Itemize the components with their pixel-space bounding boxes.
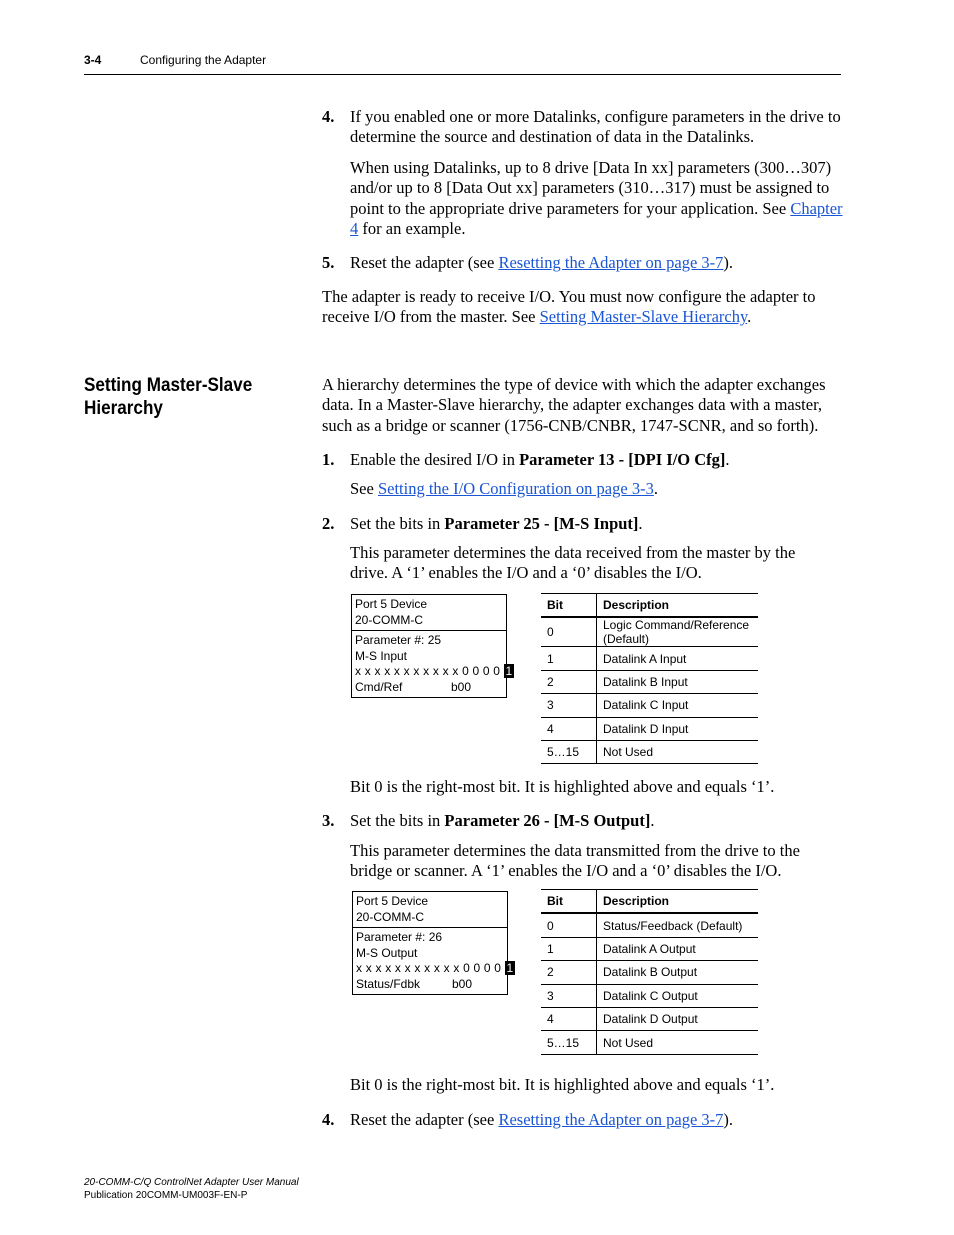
lcd-bit-id: b00 — [452, 976, 473, 991]
table-cell-description: Datalink B Input — [597, 670, 759, 693]
ms-output-bit-table — [541, 889, 758, 1055]
intro-step4-text: If you enabled one or more Datalinks, configure parameters in the drive to determine the source and destination of data in the Datalinks. — [350, 107, 841, 147]
table-row — [541, 1031, 758, 1054]
lcd-device: 20-COMM-C — [356, 909, 424, 924]
lcd-bit-label: Status/Fdbk — [356, 976, 421, 991]
intro-step5-number: 5. — [322, 253, 335, 272]
lcd-bit-id: b00 — [451, 679, 472, 694]
table-cell-description: Datalink B Output — [597, 961, 759, 984]
table-header-description: Description — [597, 594, 759, 618]
lcd-device: 20-COMM-C — [355, 612, 423, 627]
table-cell-description: Datalink C Output — [597, 984, 759, 1007]
table-row — [541, 913, 758, 937]
lcd-display-ms-input — [351, 594, 513, 698]
table-header-description: Description — [597, 890, 759, 914]
step1-see: See Setting the I/O Configuration on page 3-3. — [350, 479, 658, 498]
table-cell-bit: 0 — [541, 913, 597, 937]
table-cell-description: Datalink C Input — [597, 694, 759, 717]
step3-text: Set the bits in Parameter 26 - [M-S Output]. — [350, 811, 655, 830]
ms-input-bit-table — [541, 593, 758, 764]
table-cell-description: Datalink A Input — [597, 647, 759, 670]
master-slave-link[interactable]: Setting Master-Slave Hierarchy — [539, 307, 748, 327]
step3-description: This parameter determines the data transmitted from the drive to the bridge or scanner. A ‘1’ enables the I/O and a ‘0’ disables the I/O. — [350, 841, 800, 881]
lcd-display-ms-output — [352, 891, 514, 995]
running-header-title: Configuring the Adapter — [140, 53, 267, 67]
step4-number: 4. — [322, 1110, 335, 1129]
table-cell-description: Datalink D Output — [597, 1007, 759, 1030]
ready-paragraph: The adapter is ready to receive I/O. You must now configure the adapter to receive I/O from the master. See Setting Master-Slave Hierarchy. — [322, 287, 816, 327]
footer-publication: Publication 20COMM-UM003F-EN-P — [84, 1190, 248, 1201]
table-row — [541, 694, 758, 717]
table-cell-bit: 3 — [541, 694, 597, 717]
footer-manual-title: 20-COMM-C/Q ControlNet Adapter User Manual — [84, 1177, 299, 1188]
step2-number: 2. — [322, 514, 335, 533]
table-cell-bit: 3 — [541, 984, 597, 1007]
intro-step4-note: When using Datalinks, up to 8 drive [Data In xx] parameters (300…307) and/or up to 8 [Data Out xx] parameters (310…317) must be assigned to point to the appropriate drive parameters for your application. See Chapter 4 for an example. — [350, 158, 843, 238]
table-row — [541, 647, 758, 670]
intro-step4-number: 4. — [322, 107, 335, 126]
step1-text: Enable the desired I/O in Parameter 13 - [DPI I/O Cfg]. — [350, 450, 730, 469]
table-cell-bit: 2 — [541, 670, 597, 693]
table-row — [541, 984, 758, 1007]
lcd-parameter-name: M-S Input — [355, 648, 408, 663]
header-rule — [84, 74, 841, 75]
table-row — [541, 1007, 758, 1030]
step4-text: Reset the adapter (see Resetting the Adapter on page 3-7). — [350, 1110, 734, 1129]
table-cell-bit: 5…15 — [541, 1031, 597, 1054]
table-row — [541, 937, 758, 960]
lcd-parameter-number: Parameter #: 26 — [356, 930, 443, 944]
io-config-link[interactable]: Setting the I/O Configuration on page 3-3 — [377, 479, 654, 498]
step1-number: 1. — [322, 450, 335, 469]
lcd-highlighted-bit: 1 — [506, 961, 514, 975]
intro-step5-text: Reset the adapter (see Resetting the Adapter on page 3-7). — [350, 253, 734, 272]
table-cell-bit: 5…15 — [541, 740, 597, 763]
table-cell-description: Not Used — [597, 740, 759, 763]
table-header-bit: Bit — [541, 594, 597, 618]
lcd-bit-values: x x x x x x x x x x x 0 0 0 0 — [356, 961, 502, 975]
step2-description: This parameter determines the data received from the master by the drive. A ‘1’ enables the I/O and a ‘0’ disables the I/O. — [350, 543, 796, 583]
section-intro: A hierarchy determines the type of device with which the adapter exchanges data. In a Master-Slave hierarchy, the adapter exchanges data with a master, such as a bridge or scanner (1756-CNB/CNBR, 1747-SCNR, and so forth). — [322, 375, 826, 435]
lcd-bit-values: x x x x x x x x x x x 0 0 0 0 — [355, 664, 501, 678]
table-cell-description: Datalink D Input — [597, 717, 759, 740]
step2-text: Set the bits in Parameter 25 - [M-S Input]. — [350, 514, 643, 533]
table-header-bit: Bit — [541, 890, 597, 914]
table-cell-description: Datalink A Output — [597, 937, 759, 960]
table-cell-bit: 1 — [541, 937, 597, 960]
table-cell-bit: 2 — [541, 961, 597, 984]
step2-note: Bit 0 is the right-most bit. It is highlighted above and equals ‘1’. — [350, 777, 775, 796]
lcd-parameter-number: Parameter #: 25 — [355, 633, 442, 647]
table-cell-description: Not Used — [597, 1031, 759, 1054]
chapter4-link[interactable]: Chapter 4 — [350, 198, 843, 238]
table-row — [541, 717, 758, 740]
table-cell-bit: 4 — [541, 717, 597, 740]
resetting-adapter-link-2[interactable]: Resetting the Adapter on page 3-7 — [498, 1110, 724, 1129]
page-number: 3-4 — [84, 53, 102, 67]
table-row — [541, 617, 758, 647]
table-row — [541, 670, 758, 693]
table-cell-description: Status/Feedback (Default) — [597, 913, 759, 937]
table-header-row — [541, 594, 758, 618]
resetting-adapter-link[interactable]: Resetting the Adapter on page 3-7 — [498, 253, 724, 272]
table-header-row — [541, 890, 758, 914]
lcd-port: Port 5 Device — [355, 597, 428, 611]
lcd-bit-label: Cmd/Ref — [355, 679, 403, 694]
table-cell-bit: 4 — [541, 1007, 597, 1030]
table-cell-bit: 0 — [541, 617, 597, 647]
lcd-highlighted-bit: 1 — [505, 664, 513, 678]
step3-number: 3. — [322, 811, 335, 830]
table-cell-description: Logic Command/Reference (Default) — [597, 617, 759, 647]
section-heading: Setting Master-Slave Hierarchy — [84, 375, 253, 419]
table-row — [541, 961, 758, 984]
table-row — [541, 740, 758, 763]
step3-note: Bit 0 is the right-most bit. It is highlighted above and equals ‘1’. — [350, 1075, 775, 1094]
lcd-port: Port 5 Device — [356, 894, 429, 908]
lcd-parameter-name: M-S Output — [356, 945, 418, 960]
table-cell-bit: 1 — [541, 647, 597, 670]
